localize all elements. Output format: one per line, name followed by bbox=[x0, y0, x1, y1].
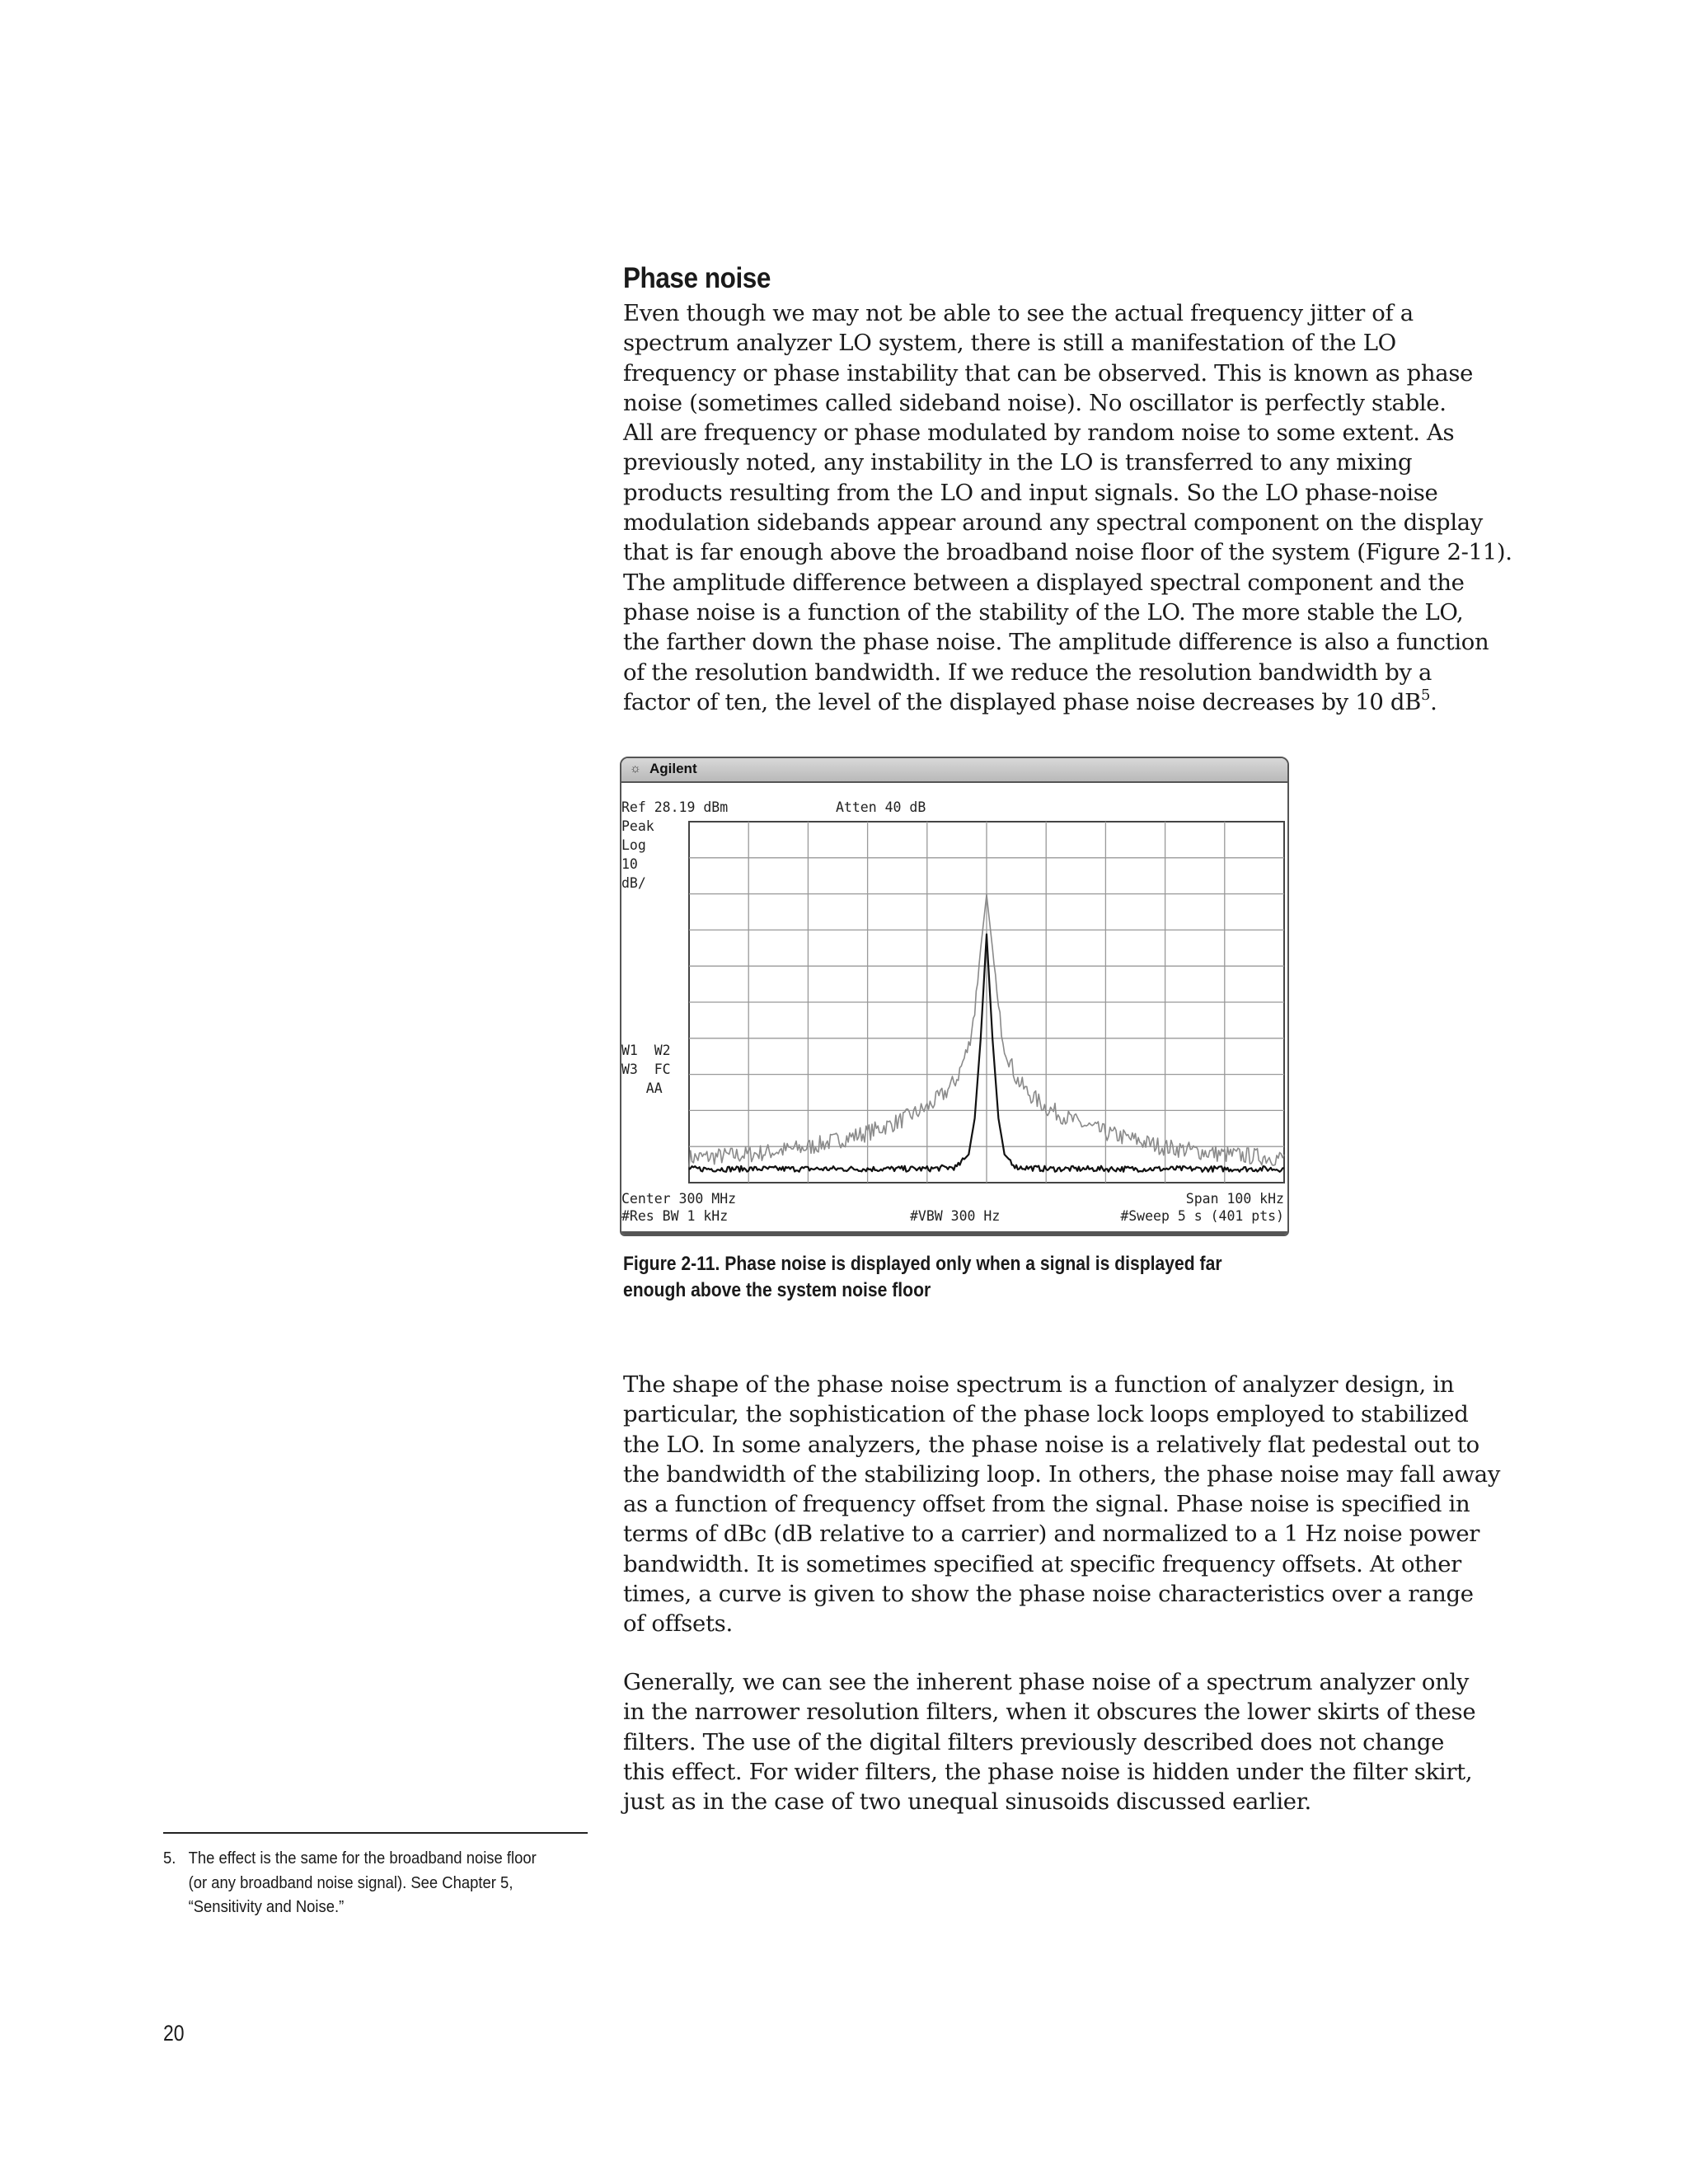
paragraph-line: All are frequency or phase modulated by random noise to some extent. As bbox=[623, 419, 1455, 447]
paragraph-line: filters. The use of the digital filters previously described does not change bbox=[623, 1728, 1445, 1755]
paragraph-line: noise (sometimes called sideband noise). No oscillator is perfectly stable. bbox=[623, 389, 1447, 416]
trace-status-label: AA bbox=[621, 1080, 663, 1096]
paragraph-line: times, a curve is given to show the phase noise characteristics over a range bbox=[623, 1581, 1474, 1608]
section-heading: Phase noise bbox=[623, 262, 771, 294]
paragraph-line: the farther down the phase noise. The amplitude difference is also a function bbox=[623, 629, 1489, 656]
paragraph-1 bbox=[623, 298, 1530, 717]
resolution-bandwidth-label: #Res BW 1 kHz bbox=[621, 1208, 729, 1224]
video-bandwidth-label: #VBW 300 Hz bbox=[910, 1208, 1001, 1224]
paragraph-line: The amplitude difference between a displayed spectral component and the bbox=[623, 569, 1465, 596]
paragraph-line: Generally, we can see the inherent phase noise of a spectrum analyzer only bbox=[623, 1669, 1470, 1695]
scale-type-label: Log bbox=[621, 837, 646, 853]
detector-label: Peak bbox=[621, 818, 654, 834]
paragraph-line: just as in the case of two unequal sinusoids discussed earlier. bbox=[623, 1788, 1311, 1816]
paragraph-line: that is far enough above the broadband noise floor of the system (Figure 2-11). bbox=[623, 539, 1512, 566]
footnote-number: 5. bbox=[163, 1849, 176, 1868]
paragraph-line: The shape of the phase noise spectrum is a function of analyzer design, in bbox=[623, 1371, 1455, 1398]
scale-unit-label: dB/ bbox=[621, 875, 646, 891]
paragraph-line-end: . bbox=[1430, 688, 1437, 715]
paragraph-line: phase noise is a function of the stability of the LO. The more stable the LO, bbox=[623, 598, 1464, 626]
paragraph-line: bandwidth. It is sometimes specified at specific frequency offsets. At other bbox=[623, 1550, 1461, 1577]
paragraph-line: spectrum analyzer LO system, there is still a manifestation of the LO bbox=[623, 330, 1396, 357]
paragraph-line: the LO. In some analyzers, the phase noise is a relatively flat pedestal out to bbox=[623, 1431, 1479, 1458]
footnote-line: “Sensitivity and Noise.” bbox=[188, 1897, 345, 1916]
footnote-divider bbox=[163, 1832, 588, 1834]
footnote-text bbox=[189, 1846, 537, 1919]
paragraph-3 bbox=[623, 1667, 1530, 1816]
paragraph-line: Even though we may not be able to see the actual frequency jitter of a bbox=[623, 300, 1414, 326]
paragraph-line: of the resolution bandwidth. If we reduce the resolution bandwidth by a bbox=[623, 658, 1432, 686]
footnote-line: (or any broadband noise signal). See Chapter 5, bbox=[188, 1872, 513, 1892]
paragraph-line: frequency or phase instability that can be observed. This is known as phase bbox=[623, 359, 1474, 387]
sweep-label: #Sweep 5 s (401 pts) bbox=[1120, 1208, 1284, 1224]
paragraph-line: products resulting from the LO and input signals. So the LO phase-noise bbox=[623, 479, 1438, 506]
attenuation-label: Atten 40 dB bbox=[836, 799, 926, 815]
scale-value-label: 10 bbox=[621, 856, 638, 872]
trace-status-label: W3 FC bbox=[621, 1062, 671, 1077]
paragraph-line: particular, the sophistication of the phase lock loops employed to stabilized bbox=[623, 1401, 1469, 1428]
paragraph-line: modulation sidebands appear around any spectral component on the display bbox=[623, 509, 1483, 537]
paragraph-line: the bandwidth of the stabilizing loop. In others, the phase noise may fall away bbox=[623, 1460, 1500, 1488]
spectrum-analyzer-screenshot bbox=[620, 757, 1289, 1236]
footnote-reference[interactable]: 5 bbox=[1420, 686, 1431, 704]
page-number: 20 bbox=[163, 2021, 185, 2046]
spectrum-plot bbox=[664, 820, 1286, 1184]
paragraph-line-text: factor of ten, the level of the displayed phase noise decreases by 10 dB bbox=[623, 688, 1421, 715]
paragraph-line: of offsets. bbox=[623, 1610, 733, 1638]
paragraph-line: in the narrower resolution filters, when it obscures the lower skirts of these bbox=[623, 1699, 1476, 1726]
agilent-logo-icon: ☼ bbox=[630, 762, 641, 776]
paragraph-2 bbox=[623, 1370, 1530, 1639]
caption-line: Figure 2-11. Phase noise is displayed only when a signal is displayed far bbox=[623, 1253, 1222, 1275]
paragraph-line: terms of dBc (dB relative to a carrier) and normalized to a 1 Hz noise power bbox=[623, 1521, 1480, 1548]
paragraph-line: this effect. For wider filters, the phase noise is hidden under the filter skirt, bbox=[623, 1758, 1473, 1785]
analyzer-titlebar bbox=[621, 758, 1287, 783]
trace-status-label: W1 W2 bbox=[621, 1043, 671, 1058]
ref-level-label: Ref 28.19 dBm bbox=[621, 799, 729, 815]
center-frequency-label: Center 300 MHz bbox=[621, 1191, 737, 1207]
caption-line: enough above the system noise floor bbox=[623, 1279, 931, 1301]
paragraph-line: previously noted, any instability in the LO is transferred to any mixing bbox=[623, 449, 1413, 476]
paragraph-line: as a function of frequency offset from the signal. Phase noise is specified in bbox=[623, 1491, 1470, 1518]
figure-caption bbox=[623, 1251, 1222, 1304]
footnote-line: The effect is the same for the broadband noise floor bbox=[188, 1849, 537, 1868]
span-label: Span 100 kHz bbox=[1185, 1191, 1284, 1207]
analyzer-bottom-border bbox=[621, 1231, 1287, 1235]
paragraph-line bbox=[623, 687, 1530, 717]
brand-name: Agilent bbox=[649, 761, 697, 776]
